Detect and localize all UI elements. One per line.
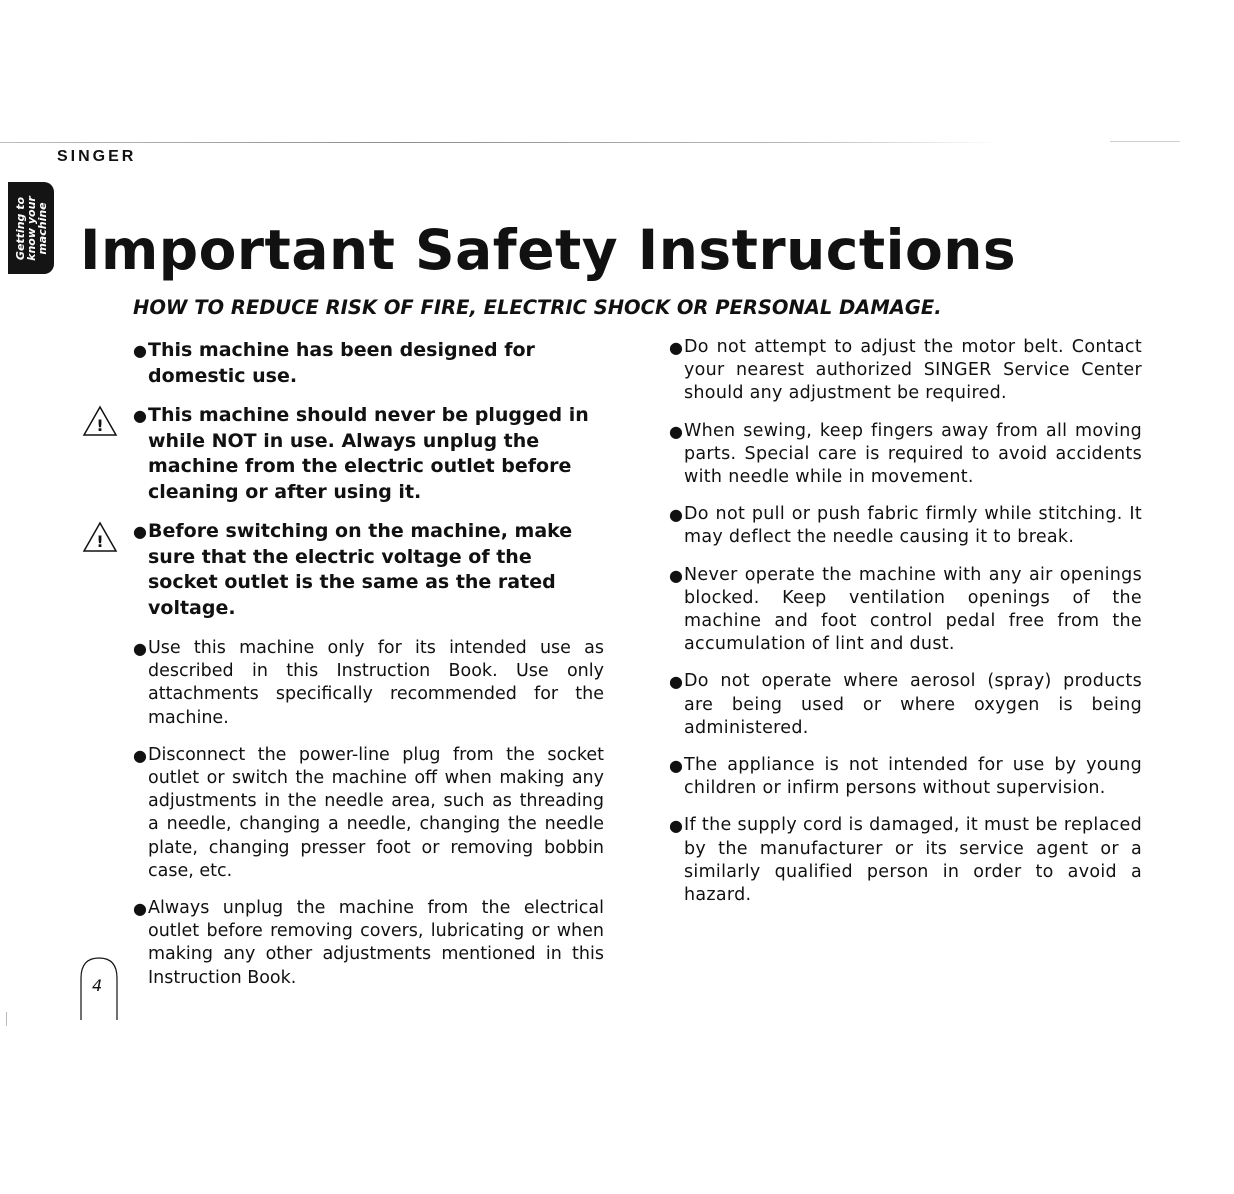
page-title: Important Safety Instructions	[80, 218, 1017, 282]
safety-item	[132, 637, 604, 730]
safety-item-text: Never operate the machine with any air openings blocked. Keep ventilation openings of the machine and foot control pedal free from the accumulation of lint and dust.	[684, 564, 1142, 655]
safety-item-text: If the supply cord is damaged, it must be replaced by the manufacturer or its service agent or a similarly qualified person in order to avoid a hazard.	[684, 815, 1142, 906]
bullet: ●	[133, 745, 147, 765]
safety-item	[668, 336, 1142, 406]
safety-item	[96, 403, 604, 505]
bullet: ●	[133, 899, 147, 919]
scan-mark	[6, 1012, 7, 1026]
safety-item-text: This machine should never be plugged in while NOT in use. Always unplug the machine from the electric outlet before cleaning or after using it.	[148, 404, 589, 503]
bullet: ●	[133, 639, 147, 658]
header-rule-tail	[1110, 141, 1180, 142]
safety-item-text: When sewing, keep fingers away from all moving parts. Special care is required to avoid accidents with needle while in movement.	[684, 420, 1142, 488]
bullet: ●	[133, 406, 147, 425]
safety-item	[668, 420, 1142, 490]
safety-item-text: Do not operate where aerosol (spray) products are being used or where oxygen is being administered.	[684, 671, 1142, 738]
svg-text:!: !	[96, 532, 104, 551]
safety-item	[668, 670, 1142, 740]
warning-triangle-icon	[82, 405, 118, 437]
bullet: ●	[669, 505, 684, 525]
safety-item	[668, 564, 1142, 657]
safety-item	[668, 814, 1142, 907]
section-tab	[8, 182, 54, 274]
safety-item	[96, 519, 604, 621]
page-subtitle: HOW TO REDUCE RISK OF FIRE, ELECTRIC SHOCK OR PERSONAL DAMAGE.	[133, 296, 942, 319]
safety-item	[132, 744, 604, 883]
bullet: ●	[669, 756, 684, 776]
bullet: ●	[133, 341, 147, 360]
bullet: ●	[669, 672, 684, 692]
safety-item	[668, 503, 1142, 549]
safety-item-text: The appliance is not intended for use by young children or infirm persons without supervision.	[684, 755, 1142, 799]
right-column	[668, 336, 1142, 907]
safety-item-text: Do not pull or push fabric firmly while stitching. It may deflect the needle causing it to break.	[684, 504, 1142, 548]
brand-logo: SINGER	[57, 148, 137, 165]
safety-item-text: Before switching on the machine, make sure that the electric voltage of the socket outlet is the same as the rated voltage.	[148, 520, 573, 619]
section-tab-line: know your	[24, 195, 38, 261]
bullet: ●	[669, 565, 684, 585]
safety-item-text: Disconnect the power-line plug from the socket outlet or switch the machine off when making any adjustments in the needle area, such as threading a needle, changing a needle, changing the needle plate, changing presser foot or removing bobbin case, etc.	[148, 744, 604, 881]
safety-item	[132, 897, 604, 990]
svg-text:!: !	[96, 416, 104, 435]
safety-item-text: Do not attempt to adjust the motor belt. Contact your nearest authorized SINGER Service Center should any adjustment be required.	[684, 337, 1142, 404]
left-column	[96, 338, 604, 990]
section-tab-line: machine	[35, 201, 49, 255]
page-number: 4	[92, 976, 103, 995]
section-tab-label	[15, 196, 48, 261]
safety-item-text: Use this machine only for its intended use as described in this Instruction Book. Use only attachments specifically recommended for the machine.	[148, 638, 604, 728]
header-rule	[0, 142, 1000, 143]
safety-item	[668, 754, 1142, 800]
bullet: ●	[669, 816, 684, 836]
section-tab-line: Getting to	[13, 196, 27, 260]
safety-item-text: This machine has been designed for domestic use.	[148, 339, 535, 387]
warning-triangle-icon	[82, 521, 118, 553]
bullet: ●	[669, 338, 684, 357]
bullet: ●	[669, 421, 684, 441]
bullet: ●	[133, 522, 147, 541]
safety-item	[132, 338, 604, 389]
safety-item-text: Always unplug the machine from the electrical outlet before removing covers, lubricating or when making any other adjustments mentioned in this Instruction Book.	[148, 898, 604, 988]
